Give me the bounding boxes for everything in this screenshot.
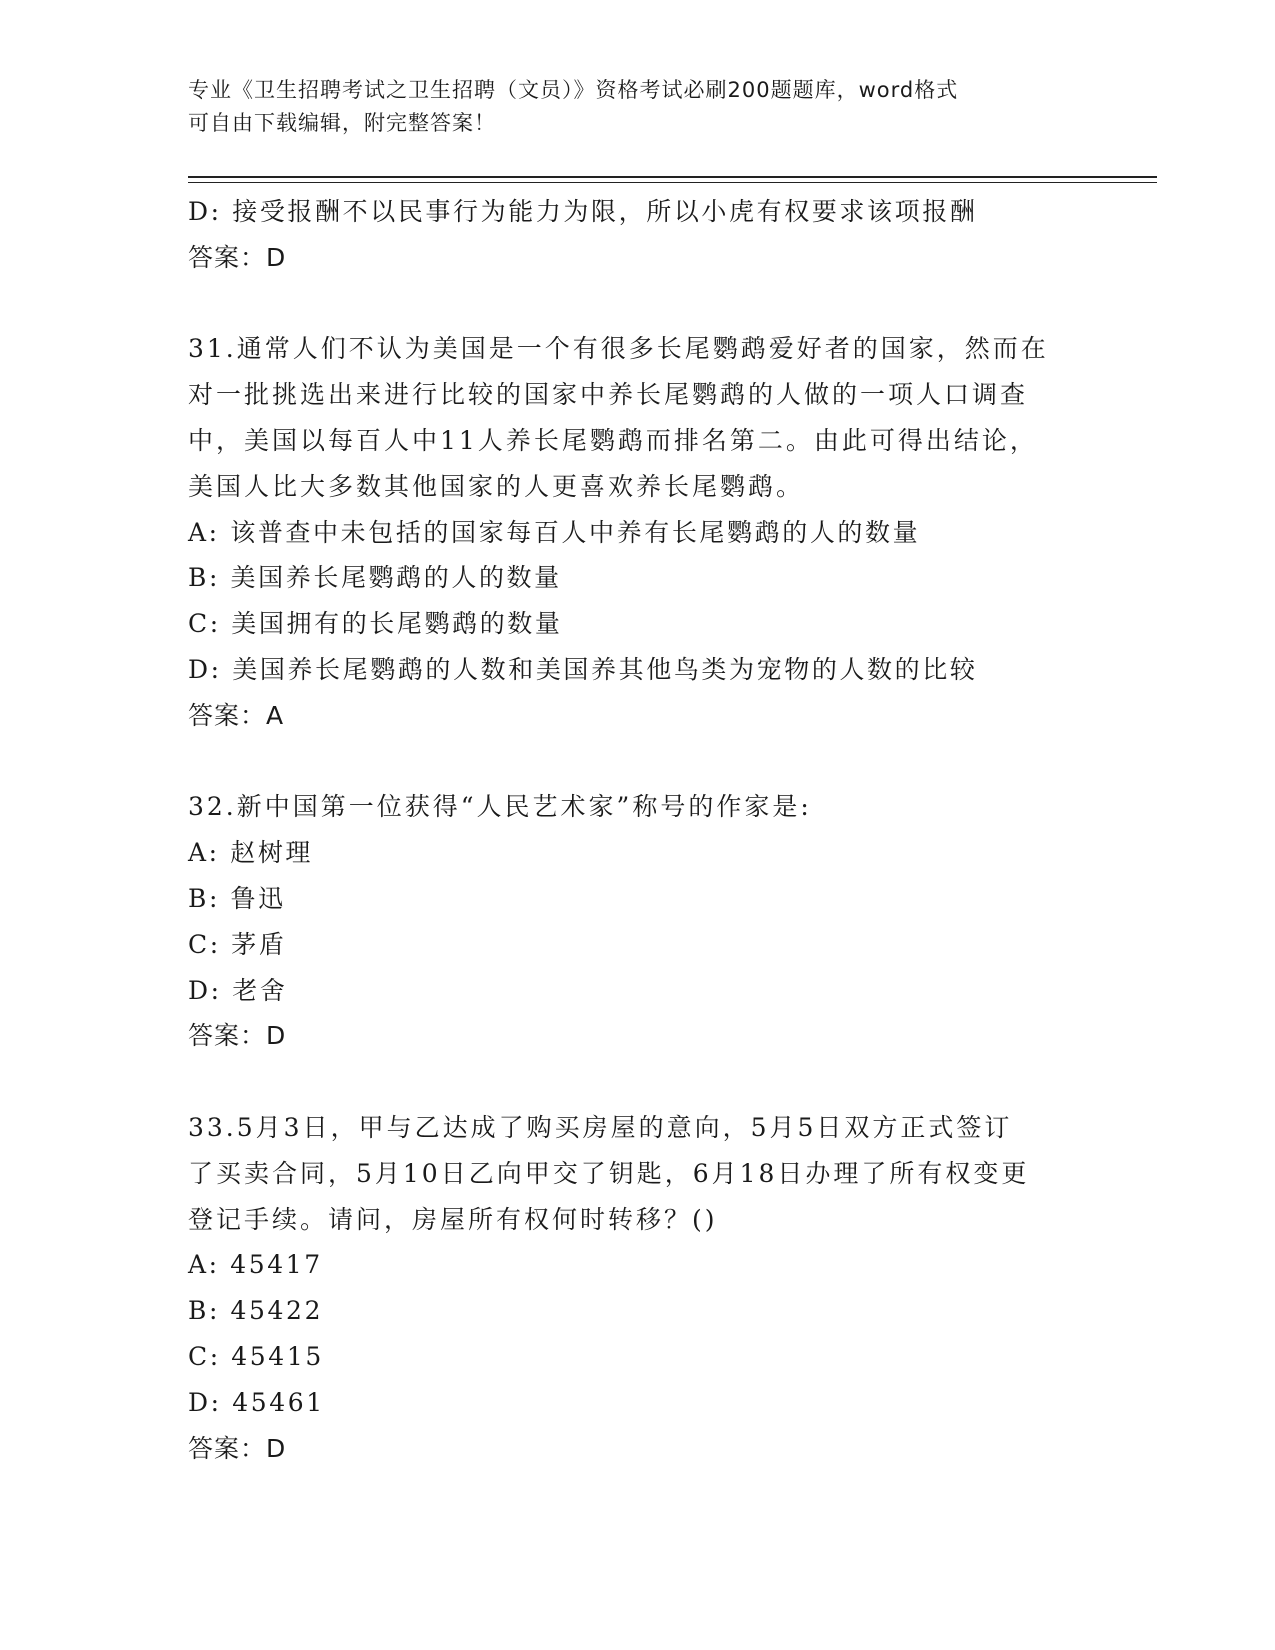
stem-line: 了买卖合同，5月10日乙向甲交了钥匙，6月18日办理了所有权变更 <box>188 1158 1030 1188</box>
document-header <box>188 74 1068 140</box>
stem-line: 33.5月3日，甲与乙达成了购买房屋的意向，5月5日双方正式签订 <box>188 1112 1013 1142</box>
previous-question-tail <box>188 189 1088 281</box>
stem-line: 31.通常人们不认为美国是一个有很多长尾鹦鹉爱好者的国家，然而在 <box>188 334 1049 364</box>
option-c: C: 45415 <box>188 1341 324 1371</box>
header-divider-thick <box>188 176 1157 178</box>
option-d: D: 接受报酬不以民事行为能力为限，所以小虎有权要求该项报酬 <box>188 197 978 226</box>
option-b: B: 美国养长尾鹦鹉的人的数量 <box>188 563 562 593</box>
stem-line: 32.新中国第一位获得“人民艺术家”称号的作家是: <box>188 792 812 822</box>
stem-line: 中，美国以每百人中11人养长尾鹦鹉而排名第二。由此可得出结论， <box>188 425 1038 455</box>
option-d: D: 45461 <box>188 1387 325 1417</box>
option-d: D: 老舍 <box>188 975 288 1005</box>
option-c: C: 美国拥有的长尾鹦鹉的数量 <box>188 609 563 639</box>
question-content <box>188 189 1088 1471</box>
option-c: C: 茅盾 <box>188 929 287 959</box>
header-title-line-2: 可自由下载编辑，附完整答案！ <box>188 111 496 135</box>
stem-line: 对一批挑选出来进行比较的国家中养长尾鹦鹉的人做的一项人口调查 <box>188 380 1029 410</box>
option-a: A: 赵树理 <box>188 838 314 868</box>
option-b: B: 45422 <box>188 1296 324 1326</box>
question-32 <box>188 784 1088 1059</box>
answer-line: 答案：D <box>188 1433 287 1463</box>
header-title-line-1: 专业《卫生招聘考试之卫生招聘（文员）》资格考试必刷200题题库，word格式 <box>188 78 959 102</box>
question-33 <box>188 1105 1088 1471</box>
option-b: B: 鲁迅 <box>188 883 286 913</box>
question-31 <box>188 326 1088 738</box>
spacer <box>188 281 1088 327</box>
option-a: A: 该普查中未包括的国家每百人中养有长尾鹦鹉的人的数量 <box>188 517 921 547</box>
option-a: A: 45417 <box>188 1250 323 1280</box>
spacer <box>188 739 1088 785</box>
stem-line: 登记手续。请问，房屋所有权何时转移？() <box>188 1204 718 1234</box>
answer-line: 答案：D <box>188 1021 287 1051</box>
answer-line: 答案：A <box>188 700 285 730</box>
question-stem <box>188 784 1088 830</box>
spacer <box>188 1059 1088 1105</box>
answer-line: 答案：D <box>188 242 287 272</box>
option-d: D: 美国养长尾鹦鹉的人数和美国养其他鸟类为宠物的人数的比较 <box>188 654 978 684</box>
question-stem <box>188 1105 1088 1242</box>
header-divider-thin <box>188 182 1157 183</box>
stem-line: 美国人比大多数其他国家的人更喜欢养长尾鹦鹉。 <box>188 471 805 501</box>
question-stem <box>188 326 1088 509</box>
